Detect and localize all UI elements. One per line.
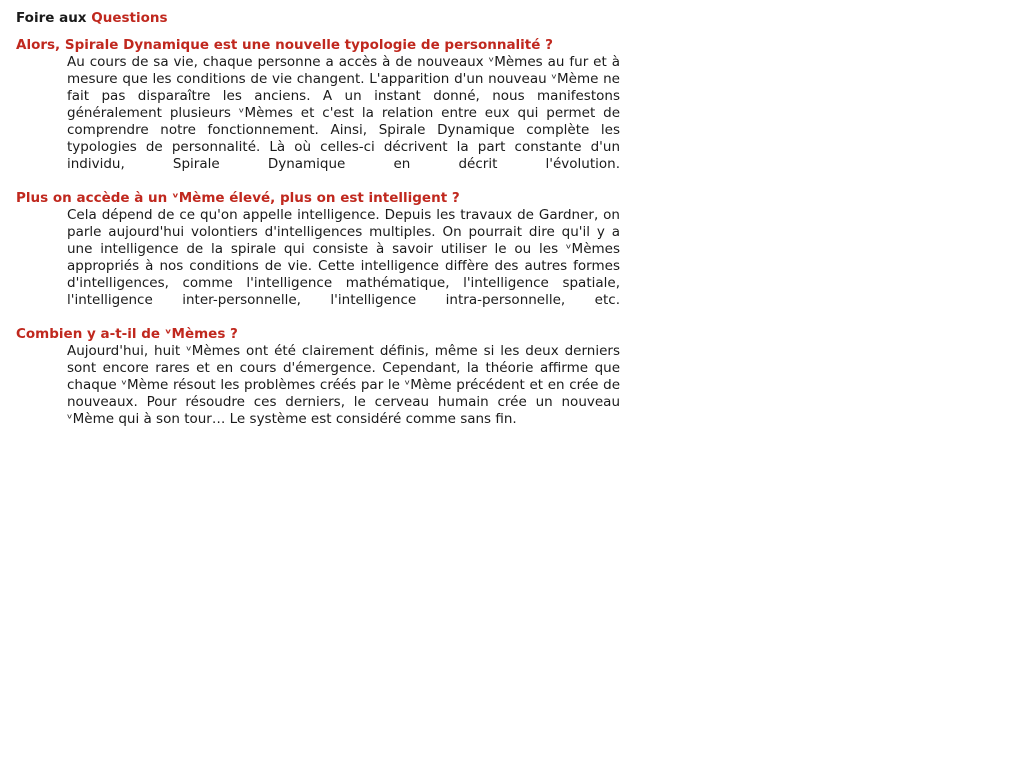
faq-question: Alors, Spirale Dynamique est une nouvelle typologie de personnalité ? bbox=[16, 37, 553, 53]
faq-question: Plus on accède à un ᵛMème élevé, plus on est intelligent ? bbox=[16, 190, 460, 206]
faq-answer: Cela dépend de ce qu'on appelle intelligence. Depuis les travaux de Gardner, on parle aujourd'hui volontiers d'intelligences multiples. On pourrait dire qu'il y a une intelligence de la spirale qui consiste à savoir utiliser le ou les ᵛMèmes appropriés à nos conditions de vie. Cette intelligence diffère des autres formes d'intelligences, comme l'intelligence mathématique, l'intelligence spatiale, l'intelligence inter-personnelle, l'intelligence intra-personnelle, etc. bbox=[67, 207, 620, 308]
faq-item bbox=[16, 326, 620, 428]
faq-page bbox=[16, 10, 620, 445]
faq-item bbox=[16, 190, 620, 309]
page-title-prefix: Foire aux bbox=[16, 10, 87, 26]
faq-question: Combien y a-t-il de ᵛMèmes ? bbox=[16, 326, 238, 342]
faq-answer: Au cours de sa vie, chaque personne a accès à de nouveaux ᵛMèmes au fur et à mesure que les conditions de vie changent. L'apparition d'un nouveau ᵛMème ne fait pas disparaître les anciens. A un instant donné, nous manifestons généralement plusieurs ᵛMèmes et c'est la relation entre eux qui permet de comprendre notre fonctionnement. Ainsi, Spirale Dynamique complète les typologies de personnalité. Là où celles-ci décrivent la part constante d'un individu, Spirale Dynamique en décrit l'évolution. bbox=[67, 54, 620, 172]
page-title bbox=[16, 10, 620, 27]
faq-item bbox=[16, 37, 620, 173]
faq-answer: Aujourd'hui, huit ᵛMèmes ont été clairement définis, même si les deux derniers sont encore rares et en cours d'émergence. Cependant, la théorie affirme que chaque ᵛMème résout les problèmes créés par le ᵛMème précédent et en crée de nouveaux. Pour résoudre ces derniers, le cerveau humain crée un nouveau ᵛMème qui à son tour… Le système est considéré comme sans fin. bbox=[67, 343, 620, 427]
page-title-accent: Questions bbox=[91, 10, 168, 26]
